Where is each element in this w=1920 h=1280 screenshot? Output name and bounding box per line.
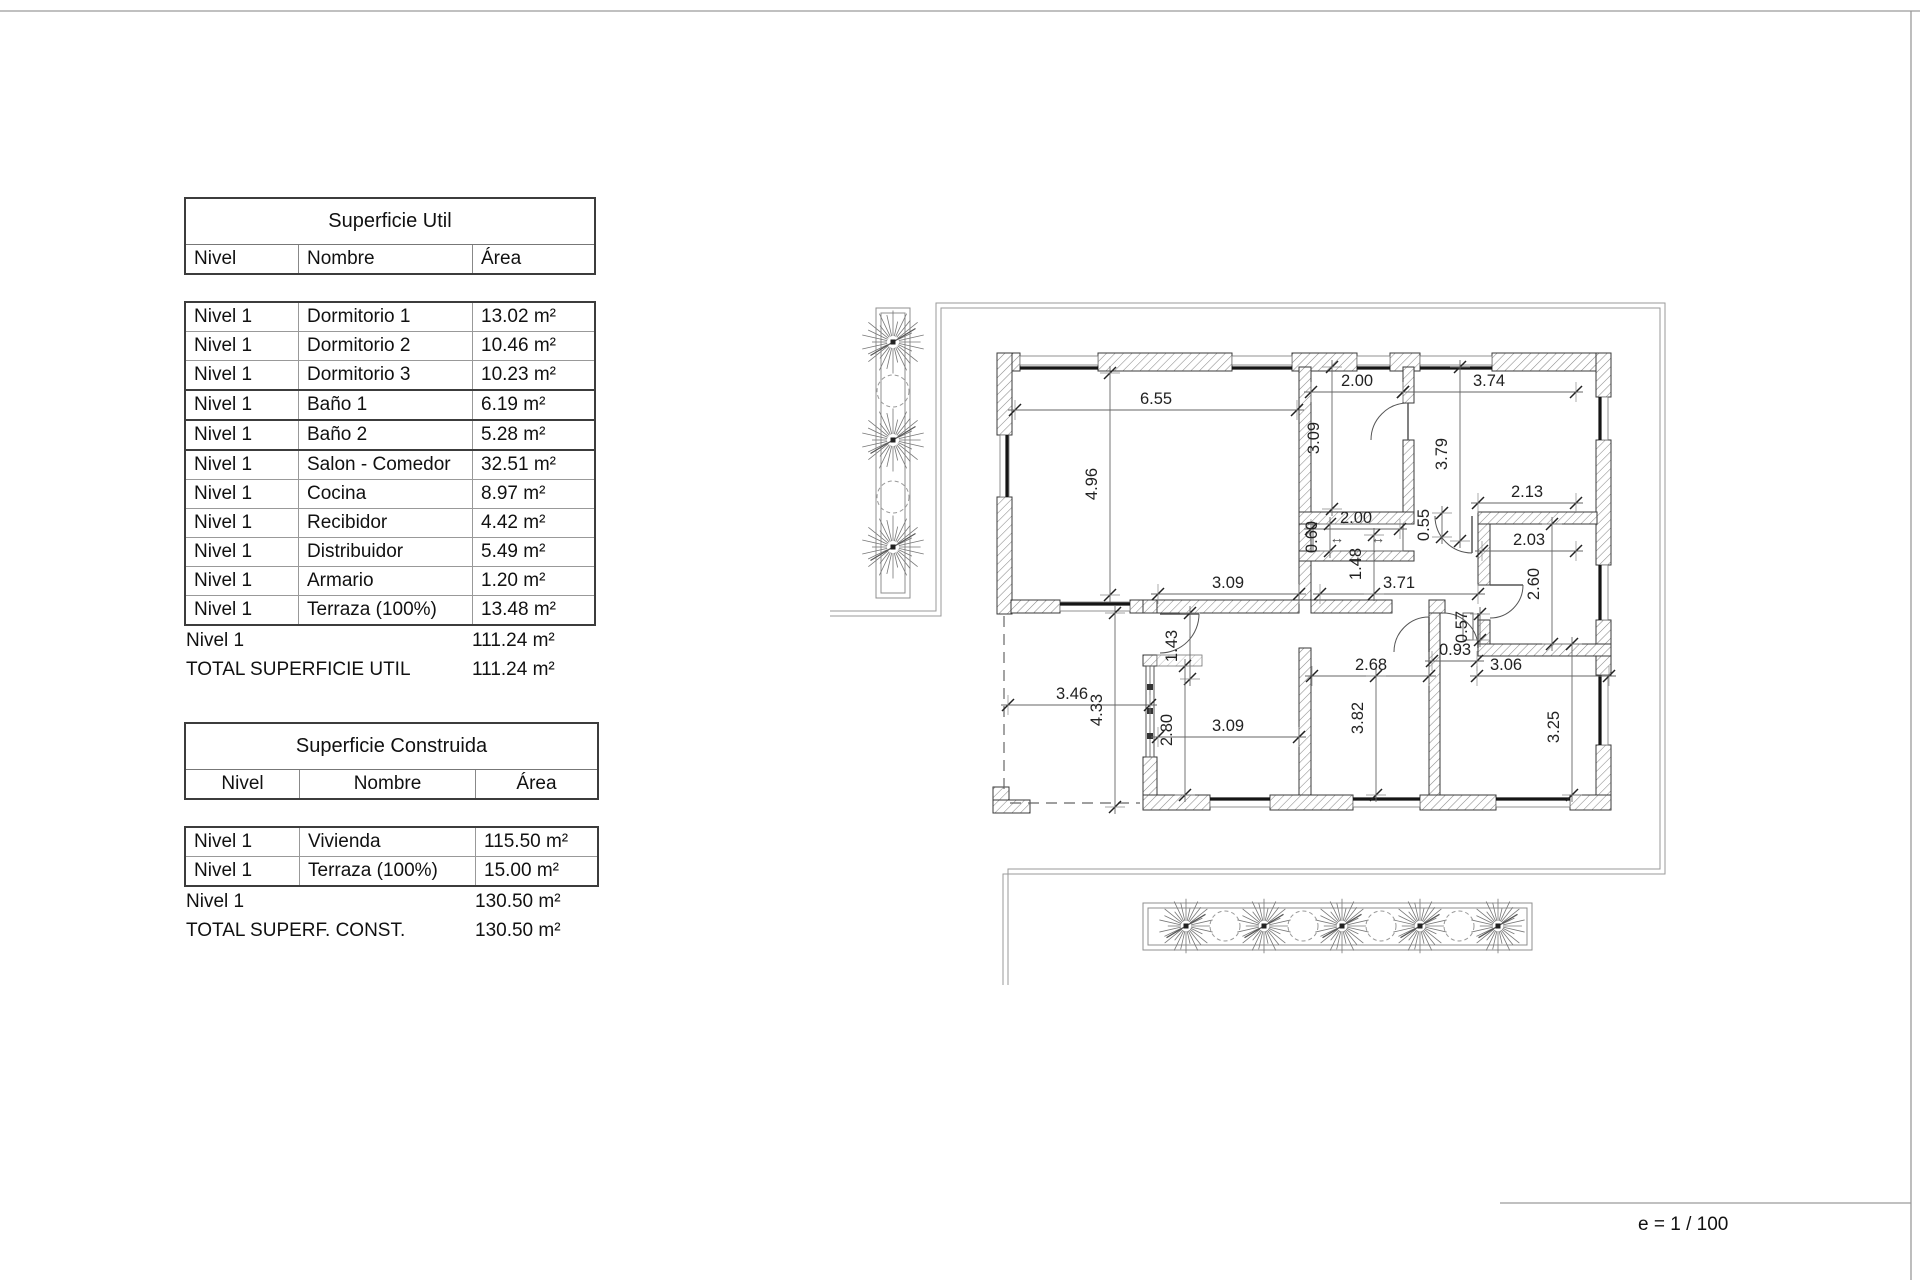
table-cell-nivel: Nivel 1 — [194, 860, 253, 881]
table-cell-nivel: Nivel 1 — [194, 454, 253, 475]
table-cell-nombre: Vivienda — [299, 828, 475, 856]
column-header-area: Área — [472, 245, 594, 273]
dimension-label: 3.06 — [1489, 656, 1523, 674]
table-cell-nivel: Nivel 1 — [194, 512, 253, 533]
table-cell-nivel: Nivel 1 — [194, 599, 253, 620]
shrub-icon — [1288, 911, 1318, 941]
table-cell-nivel: Nivel 1 — [194, 364, 253, 385]
dimension-label: 2.80 — [1158, 713, 1176, 747]
dimension-label: 2.00 — [1339, 509, 1373, 527]
dimension-label: 2.68 — [1354, 656, 1388, 674]
dimension-label: 0.60 — [1303, 520, 1321, 554]
dimension-label: 3.79 — [1433, 437, 1451, 471]
table-title: Superficie Util — [186, 199, 594, 245]
dimension-label: 3.25 — [1545, 710, 1563, 744]
table-row — [186, 828, 597, 856]
subtotal-level: Nivel 1 — [186, 890, 245, 912]
dimension-label: 0.57 — [1453, 610, 1471, 644]
superficie-construida-table — [184, 722, 599, 945]
dimension-label: 3.09 — [1305, 421, 1323, 455]
table-header — [184, 722, 599, 800]
table-cell-area: 1.20 m² — [472, 567, 594, 595]
table-row — [186, 508, 594, 537]
dimension-label: 2.60 — [1525, 567, 1543, 601]
column-header-nivel: Nivel — [221, 773, 264, 794]
table-body — [184, 301, 596, 626]
table-cell-area: 5.49 m² — [472, 538, 594, 566]
table-row — [186, 856, 597, 885]
table-cell-area: 13.02 m² — [472, 303, 594, 331]
superficie-util-table — [184, 197, 596, 684]
table-cell-nivel: Nivel 1 — [194, 335, 253, 356]
dimension-label: 4.33 — [1088, 693, 1106, 727]
table-row — [186, 595, 594, 624]
table-cell-area: 15.00 m² — [475, 857, 597, 885]
plant-burst-icon — [862, 311, 923, 374]
dimension-label: 3.09 — [1211, 574, 1245, 592]
dimension-label: 4.96 — [1083, 467, 1101, 501]
table-cell-nombre: Recibidor — [298, 509, 472, 537]
table-row — [186, 537, 594, 566]
dimension-label: 6.55 — [1139, 390, 1173, 408]
dimension-label: 2.00 — [1340, 372, 1374, 390]
column-header-nombre: Nombre — [299, 770, 475, 798]
svg-text:↔: ↔ — [1370, 530, 1386, 547]
table-cell-area: 6.19 m² — [472, 391, 594, 419]
table-title: Superficie Construida — [186, 724, 597, 770]
total-label: TOTAL SUPERFICIE UTIL — [186, 658, 411, 680]
shrub-icon — [1366, 911, 1396, 941]
table-cell-area: 32.51 m² — [472, 451, 594, 479]
subtotal-row — [184, 626, 596, 655]
subtotal-area: 130.50 m² — [475, 890, 561, 912]
table-row — [186, 449, 594, 479]
dimension-label: 3.46 — [1055, 685, 1089, 703]
table-cell-nombre: Baño 1 — [298, 391, 472, 419]
shrub-icon — [1210, 911, 1240, 941]
table-row — [186, 303, 594, 331]
dimension-label: 3.09 — [1211, 717, 1245, 735]
table-cell-area: 5.28 m² — [472, 421, 594, 449]
dimension-label: 3.74 — [1472, 372, 1506, 390]
table-cell-area: 115.50 m² — [475, 828, 597, 856]
shrub-icon — [877, 481, 909, 513]
building-walls — [993, 353, 1611, 813]
dimension-label: 1.48 — [1347, 547, 1365, 581]
dimension-label: 2.13 — [1510, 483, 1544, 501]
table-row — [186, 389, 594, 419]
table-cell-area: 8.97 m² — [472, 480, 594, 508]
subtotal-area: 111.24 m² — [472, 629, 555, 651]
table-cell-nombre: Terraza (100%) — [298, 596, 472, 624]
total-row — [184, 655, 596, 684]
table-cell-nombre: Dormitorio 3 — [298, 361, 472, 389]
plant-burst-icon — [862, 409, 923, 472]
table-cell-nombre: Armario — [298, 567, 472, 595]
table-cell-nombre: Terraza (100%) — [299, 857, 475, 885]
table-row — [186, 419, 594, 449]
table-cell-area: 10.23 m² — [472, 361, 594, 389]
column-header-nivel: Nivel — [194, 248, 237, 269]
dimension-label: 0.93 — [1438, 641, 1472, 659]
table-cell-nivel: Nivel 1 — [194, 483, 253, 504]
table-cell-nivel: Nivel 1 — [194, 306, 253, 327]
dimension-label: 2.03 — [1512, 531, 1546, 549]
table-cell-nivel: Nivel 1 — [194, 541, 253, 562]
table-cell-nivel: Nivel 1 — [194, 831, 253, 852]
table-cell-nombre: Distribuidor — [298, 538, 472, 566]
plant-symbols — [862, 311, 1524, 954]
table-cell-area: 13.48 m² — [472, 596, 594, 624]
dimension-label: 3.82 — [1349, 701, 1367, 735]
column-header-nombre: Nombre — [298, 245, 472, 273]
shrub-icon — [877, 375, 909, 407]
table-cell-nombre: Dormitorio 2 — [298, 332, 472, 360]
total-area: 111.24 m² — [472, 658, 555, 680]
table-cell-area: 4.42 m² — [472, 509, 594, 537]
total-label: TOTAL SUPERF. CONST. — [186, 919, 406, 941]
total-row — [184, 916, 599, 945]
table-row — [186, 360, 594, 389]
table-cell-nivel: Nivel 1 — [194, 424, 253, 445]
scale-label: e = 1 / 100 — [1638, 1214, 1729, 1235]
subtotal-level: Nivel 1 — [186, 629, 245, 651]
table-cell-nivel: Nivel 1 — [194, 570, 253, 591]
dimension-label: 3.71 — [1382, 574, 1416, 592]
svg-text:↔: ↔ — [1329, 530, 1345, 547]
dimension-label: 0.55 — [1415, 508, 1433, 542]
dimension-label: 1.43 — [1163, 629, 1181, 663]
plant-burst-icon — [862, 516, 923, 579]
table-header — [184, 197, 596, 275]
table-row — [186, 331, 594, 360]
table-row — [186, 566, 594, 595]
total-area: 130.50 m² — [475, 919, 561, 941]
table-cell-nivel: Nivel 1 — [194, 394, 253, 415]
table-cell-nombre: Baño 2 — [298, 421, 472, 449]
table-row — [186, 479, 594, 508]
table-cell-area: 10.46 m² — [472, 332, 594, 360]
table-cell-nombre: Cocina — [298, 480, 472, 508]
shrub-icon — [1444, 911, 1474, 941]
column-header-area: Área — [475, 770, 597, 798]
table-cell-nombre: Dormitorio 1 — [298, 303, 472, 331]
table-cell-nombre: Salon - Comedor — [298, 451, 472, 479]
table-body — [184, 826, 599, 887]
terrace-dashed-boundary — [1004, 616, 1140, 803]
subtotal-row — [184, 887, 599, 916]
